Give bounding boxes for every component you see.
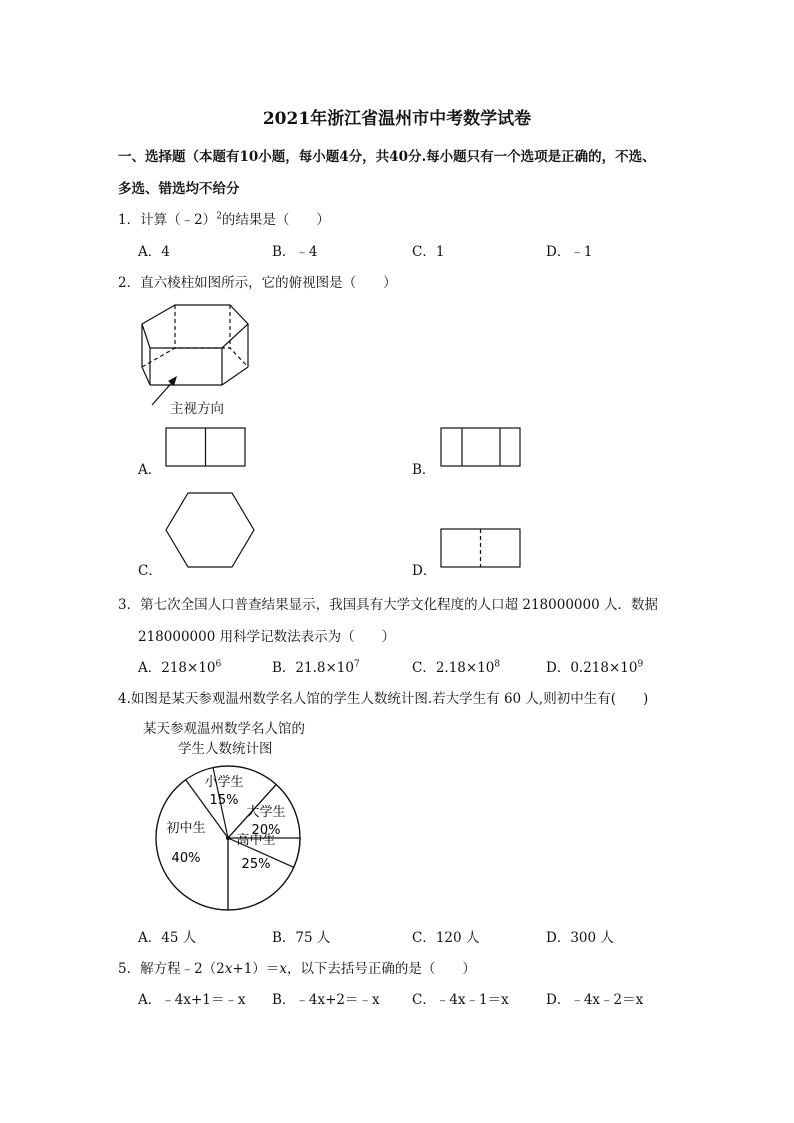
q4-option-d[interactable]: D．300 人 <box>546 930 614 946</box>
pie-slice-3 <box>228 838 300 910</box>
pie-slice-label-1: 小学生 <box>204 775 244 790</box>
pie-slice-label-3: 高中生 <box>236 833 276 848</box>
q5-option-a[interactable] <box>138 988 245 1008</box>
q2-option-c-figure[interactable] <box>163 490 257 570</box>
question-5-stem <box>118 957 476 977</box>
question-3-stem-line2: 218000000 用科学记数法表示为（ ） <box>138 629 396 645</box>
q5-stem-part1: 5．解方程﹣2（2 <box>118 961 225 977</box>
q3-option-a[interactable] <box>138 656 221 676</box>
q5-stem-var2: x <box>279 961 287 977</box>
q2-option-b-label[interactable]: B． <box>412 462 436 478</box>
q5-option-b-expr: ﹣4x+2＝﹣x <box>295 992 380 1008</box>
q5-option-c[interactable] <box>412 988 509 1008</box>
q4-option-b[interactable]: B．75 人 <box>272 930 331 946</box>
q1-stem-text: 1．计算（﹣2） <box>118 212 217 228</box>
q5-stem-var1: x <box>224 961 233 977</box>
q5-option-a-expr: ﹣4x+1＝﹣x <box>161 992 246 1008</box>
pie-slice-value-2: 20% <box>251 823 281 838</box>
q3-option-b-base: B．21.8×10 <box>272 660 354 676</box>
page-title: 2021年浙江省温州市中考数学试卷 <box>262 109 532 129</box>
q3-option-a-exp: 6 <box>215 659 222 670</box>
pie-chart <box>150 760 306 916</box>
q3-option-a-base: A．218×10 <box>138 660 216 676</box>
q5-option-c-letter: C． <box>412 992 436 1008</box>
q3-option-d-exp: 9 <box>637 659 644 670</box>
front-view-label: 主视方向 <box>170 401 224 417</box>
q5-stem-part3: ，以下去括号正确的是（ ） <box>286 961 476 977</box>
question-1-stem <box>118 208 330 228</box>
pie-slice-value-3: 25% <box>241 857 271 872</box>
q5-option-b-letter: B． <box>272 992 296 1008</box>
chart-title-line1: 某天参观温州数学名人馆的 <box>143 721 305 737</box>
q3-option-c-exp: 8 <box>494 659 501 670</box>
q1-option-d[interactable]: D．﹣1 <box>546 244 593 260</box>
q2-option-d-figure[interactable] <box>440 528 522 570</box>
q5-option-a-letter: A． <box>138 992 162 1008</box>
chart-title-line2: 学生人数统计图 <box>178 741 273 757</box>
q2-option-a-label[interactable]: A． <box>138 462 162 478</box>
pie-slice-label-4: 初中生 <box>166 821 206 836</box>
question-2-stem: 2．直六棱柱如图所示，它的俯视图是（ ） <box>118 275 397 291</box>
question-4-stem: 4.如图是某天参观温州数学名人馆的学生人数统计图.若大学生有 60 人,则初中生有( ) <box>118 691 649 707</box>
q5-option-b[interactable] <box>272 988 380 1008</box>
q2-option-a-figure[interactable] <box>165 427 247 469</box>
q1-stem-tail: 的结果是（ ） <box>221 212 330 228</box>
q1-exponent: 2 <box>216 211 222 222</box>
q1-option-a[interactable]: A．4 <box>138 244 170 260</box>
q3-option-d-base: D．0.218×10 <box>546 660 638 676</box>
section-header-line1: 一、选择题（本题有10小题，每小题4分，共40分.每小题只有一个选项是正确的，不选、 <box>118 149 656 165</box>
q3-option-c-base: C．2.18×10 <box>412 660 495 676</box>
q2-option-b-figure[interactable] <box>440 427 522 469</box>
q3-option-d[interactable] <box>546 656 643 676</box>
q5-option-c-expr: ﹣4x﹣1＝x <box>435 992 509 1008</box>
q1-option-c[interactable]: C．1 <box>412 244 445 260</box>
q3-option-c[interactable] <box>412 656 500 676</box>
pie-slice-label-2: 大学生 <box>246 805 286 820</box>
pie-slice-value-4: 40% <box>171 851 201 866</box>
q5-option-d[interactable] <box>546 988 643 1008</box>
q3-option-b[interactable] <box>272 656 360 676</box>
q3-option-b-exp: 7 <box>353 659 360 670</box>
section-header-line2: 多选、错选均不给分 <box>118 181 240 197</box>
question-3-stem-line1: 3．第七次全国人口普查结果显示，我国具有大学文化程度的人口超 218000000 人．数据 <box>118 597 658 613</box>
pie-slice-value-1: 15% <box>209 793 239 808</box>
q2-option-d-label[interactable]: D． <box>412 563 437 579</box>
q2-option-c-label[interactable]: C． <box>138 563 162 579</box>
q1-option-b[interactable]: B．﹣4 <box>272 244 318 260</box>
q5-option-d-expr: ﹣4x﹣2＝x <box>570 992 644 1008</box>
pie-center-dot <box>226 836 230 840</box>
q4-option-c[interactable]: C．120 人 <box>412 930 480 946</box>
q4-option-a[interactable]: A．45 人 <box>138 930 197 946</box>
q5-option-d-letter: D． <box>546 992 571 1008</box>
q5-stem-part2: +1）＝ <box>232 961 280 977</box>
